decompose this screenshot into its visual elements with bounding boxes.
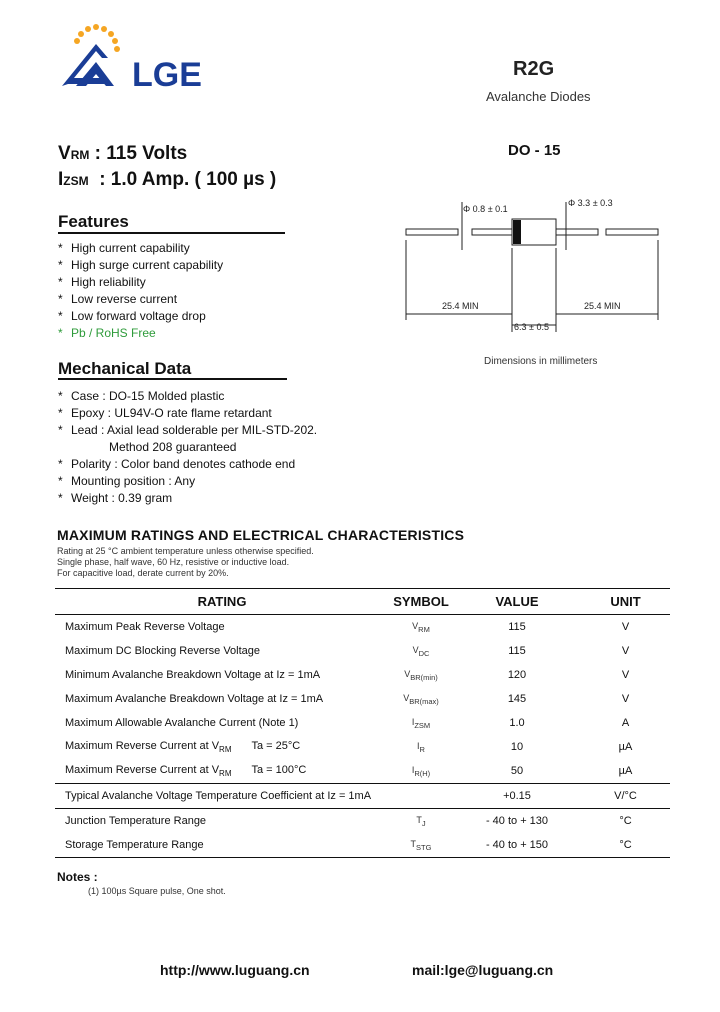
- brand-name: LGE: [132, 56, 202, 94]
- table-row: Maximum Avalanche Breakdown Voltage at Iz = 1mA $V_{BR(max)}$ 145 V: [65, 692, 630, 706]
- ratings-title: MAXIMUM RATINGS AND ELECTRICAL CHARACTERISTICS: [57, 527, 465, 543]
- table-row: Junction Temperature Range $T_J$ - 40 to + 130 °C: [65, 814, 632, 828]
- mechanical-heading: Mechanical Data: [58, 359, 192, 378]
- notes-heading: Notes :: [57, 870, 98, 884]
- table-row: Maximum DC Blocking Reverse Voltage $V_{DC}$ 115 V: [65, 644, 630, 658]
- list-item: * High surge current capability: [58, 258, 224, 272]
- col-symbol: SYMBOL: [393, 594, 449, 609]
- table-row: Typical Avalanche Voltage Temperature Coefficient at Iz = 1mA +0.15 V/°C: [55, 784, 670, 809]
- table-row: Minimum Avalanche Breakdown Voltage at Iz = 1mA $V_{BR(min)}$ 120 V: [65, 668, 630, 682]
- body-diameter-label: Φ 3.3 ± 0.3: [568, 198, 613, 208]
- ratings-conditions: Rating at 25 °C ambient temperature unless otherwise specified. Single phase, half wave, 60 Hz, resistive or inductive load. For capacitive load, derate current by 20%.: [57, 546, 314, 578]
- device-subtitle: Avalanche Diodes: [486, 89, 591, 104]
- left-lead-length: 25.4 MIN: [442, 301, 479, 311]
- list-item-continuation: Method 208 guaranteed: [109, 440, 237, 454]
- left-lead: [406, 229, 458, 235]
- list-item: * Epoxy : UL94V-O rate flame retardant: [58, 406, 272, 420]
- features-list: [58, 240, 223, 342]
- lead-diameter-label: Φ 0.8 ± 0.1: [463, 204, 508, 214]
- table-header-row: [55, 589, 670, 615]
- list-item: * Low reverse current: [58, 292, 178, 306]
- table-row: Maximum Allowable Avalanche Current (Note 1) $I_{ZSM}$ 1.0 A: [65, 716, 630, 730]
- note-1: (1) 100µs Square pulse, One shot.: [88, 886, 226, 896]
- left-lead-inner: [472, 229, 512, 235]
- website-link[interactable]: http://www.luguang.cn: [160, 962, 310, 978]
- list-item: * Low forward voltage drop: [58, 309, 206, 323]
- col-rating: RATING: [197, 594, 247, 609]
- dimensions-caption: Dimensions in millimeters: [484, 356, 598, 367]
- part-number: R2G: [513, 58, 555, 80]
- list-item: * Weight : 0.39 gram: [58, 491, 173, 505]
- table-row: Maximum Reverse Current at $V_{RM}$ Ta = 100°C $I_{R(H)}$ 50 µA: [55, 759, 670, 784]
- features-heading: Features: [58, 212, 129, 231]
- list-item: * High current capability: [58, 241, 190, 255]
- features-rule: [58, 232, 285, 234]
- table-row: Storage Temperature Range $T_{STG}$ - 40 to + 150 °C: [55, 833, 670, 858]
- table-row: Maximum Peak Reverse Voltage $V_{RM}$ 115 V: [65, 620, 630, 634]
- list-item: * Polarity : Color band denotes cathode end: [58, 457, 296, 471]
- mechanical-list: [58, 388, 317, 507]
- package-name: DO - 15: [508, 142, 561, 159]
- col-value: VALUE: [495, 594, 539, 609]
- lge-logo: [62, 24, 237, 94]
- list-item: * High reliability: [58, 275, 146, 289]
- rohs-item: * Pb / RoHS Free: [58, 326, 156, 340]
- vrm-spec: VRM : 115 Volts: [58, 143, 188, 164]
- package-outline-drawing: [400, 190, 665, 340]
- list-item: * Mounting position : Any: [58, 474, 196, 488]
- mountain-icon: [62, 44, 114, 86]
- right-lead-length: 25.4 MIN: [584, 301, 621, 311]
- col-unit: UNIT: [610, 594, 641, 609]
- body-length-label: 6.3 ± 0.5: [514, 322, 549, 332]
- mechanical-rule: [58, 378, 287, 380]
- izsm-spec: IZSM : 1.0 Amp. ( 100 µs ): [58, 169, 277, 190]
- list-item: * Case : DO-15 Molded plastic: [58, 389, 225, 403]
- table-row: Maximum Reverse Current at $V_{RM}$ Ta = 25°C $I_R$ 10 µA: [65, 739, 633, 755]
- list-item: * Lead : Axial lead solderable per MIL-STD-202.: [58, 423, 318, 437]
- cathode-band: [513, 220, 521, 244]
- right-lead: [606, 229, 658, 235]
- ratings-table: [55, 588, 670, 858]
- email-link[interactable]: mail:lge@luguang.cn: [412, 962, 554, 978]
- right-lead-inner: [556, 229, 598, 235]
